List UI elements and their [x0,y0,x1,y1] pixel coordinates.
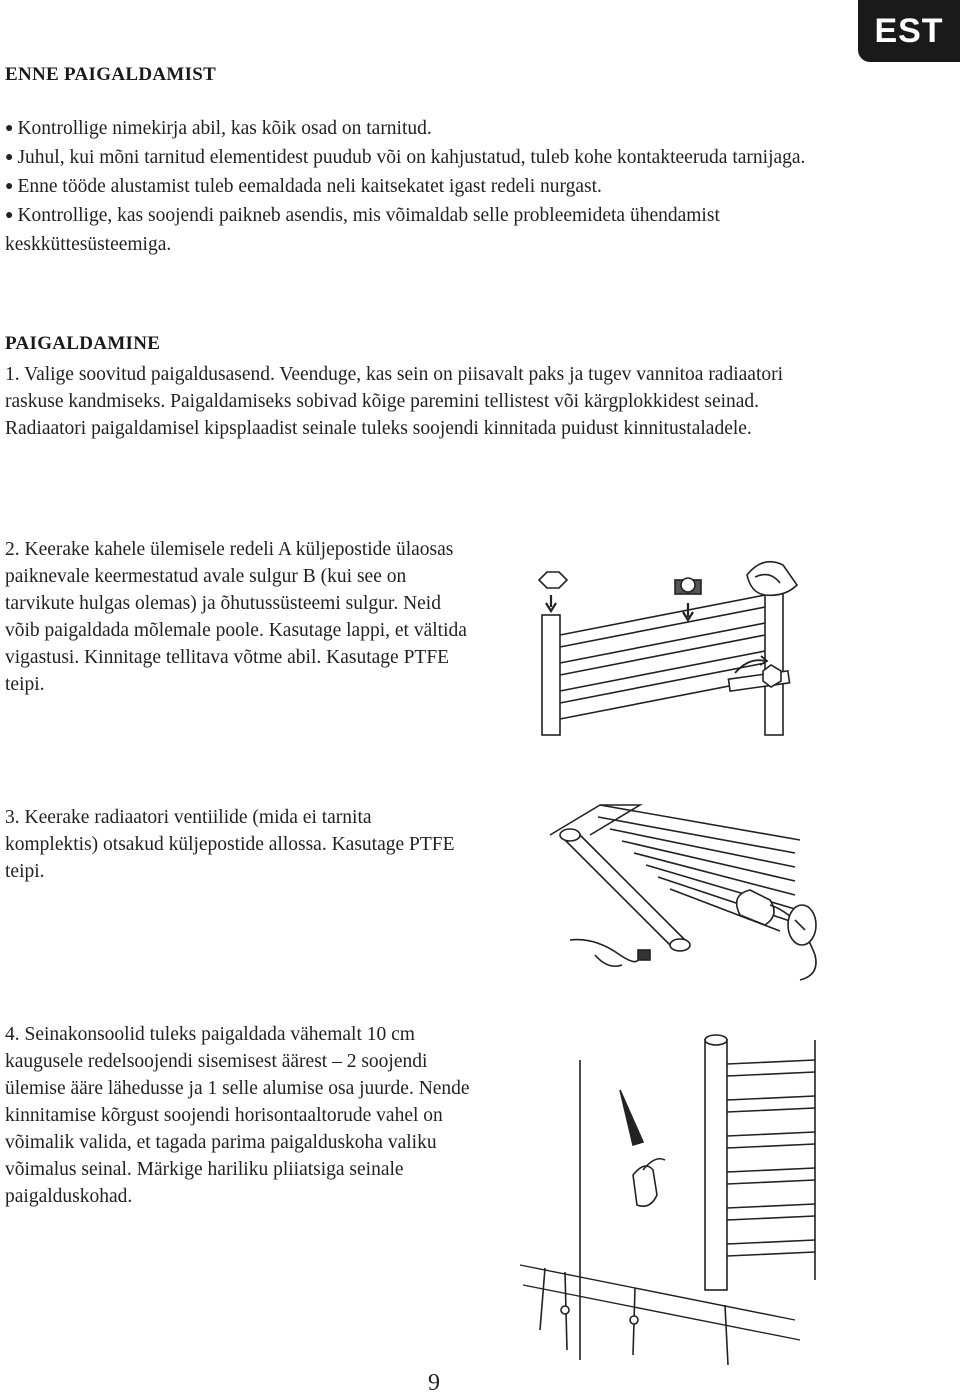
step-3-text: 3. Keerake radiaatori ventiilide (mida ei tarnita komplektis) otsakud küljepostide allossa. Kasutage PTFE teipi. [5,807,455,882]
list-item: ● Kontrollige, kas soojendi paikneb asendis, mis võimaldab selle probleemideta ühendamist keskküttesüsteemiga. [5,205,720,255]
page-number: 9 [428,1370,440,1396]
list-item: ● Juhul, kui mõni tarnitud elementidest puudub või on kahjustatud, tuleb kohe kontakteeruda tarnijaga. [5,147,806,168]
step-2-text: 2. Keerake kahele ülemisele redeli A küljepostide ülaosas paiknevale keermestatud avale sulgur B (kui see on tarvikute hulgas olemas) ja õhutussüsteemi sulgur. Neid võib paigaldada mõlemale poole. Kasutage lappi, et vältida vigastusi. Kinnitage tellitava võtme abil. Kasutage PTFE teipi. [5,539,467,695]
list-item: ● Kontrollige nimekirja abil, kas kõik osad on tarnitud. [5,118,432,139]
bullet-icon: ● [5,208,14,223]
step-2-illustration [515,555,815,740]
step-1-text: 1. Valige soovitud paigaldusasend. Veenduge, kas sein on piisavalt paks ja tugev vannitoa radiaatori raskuse kandmiseks. Paigaldamiseks sobivad kõige paremini tellistest või kärgplokkidest seinad. Radiaatori paigaldamisel kipsplaadist seinale tuleks soojendi kinnitada puidust kinnitustaladele. [5,364,784,439]
section-title-installation: PAIGALDAMINE [5,333,161,354]
step-3-illustration [540,795,840,985]
bullet-icon: ● [5,150,14,165]
bullet-icon: ● [5,179,14,194]
list-item: ● Enne tööde alustamist tuleb eemaldada neli kaitsekatet igast redeli nurgast. [5,176,602,197]
section-title-before-install: ENNE PAIGALDAMIST [5,64,217,85]
step-4-text: 4. Seinakonsoolid tuleks paigaldada vähemalt 10 cm kaugusele redelsoojendi sisemisest äärest – 2 soojendi ülemise ääre lähedusse ja 1 selle alumise osa juurde. Nende kinnitamise kõrgust soojendi horisontaaltorude vahel on võimalik valida, et tagada parima paigalduskoha valiku võimalus seinal. Märkige hariliku pliiatsiga seinale paigalduskohad. [5,1024,470,1207]
step-4-illustration [505,1020,865,1370]
bullet-icon: ● [5,121,14,136]
language-badge: EST [858,0,960,62]
checklist [5,115,860,258]
